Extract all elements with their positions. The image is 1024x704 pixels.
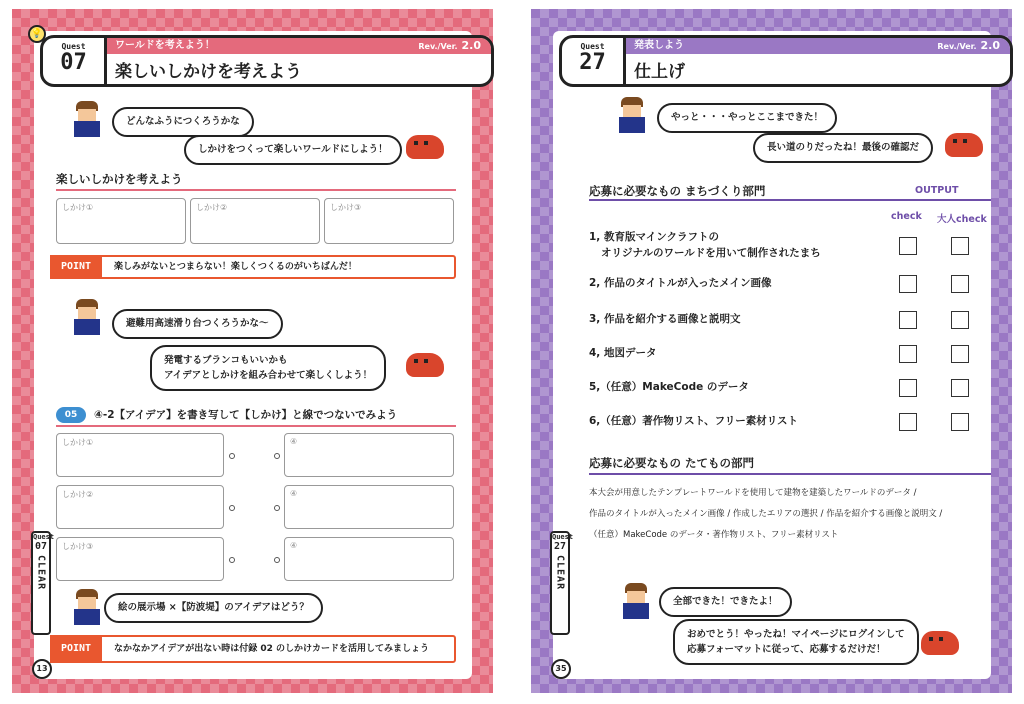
blob-character bbox=[921, 631, 959, 655]
connector-dot[interactable] bbox=[274, 557, 280, 563]
page-number: 35 bbox=[551, 659, 571, 679]
header-band: 発表しよう bbox=[626, 38, 1010, 54]
section-title: 応募に必要なもの まちづくり部門 bbox=[589, 184, 766, 198]
blob-speech-2: 発電するブランコもいいかも アイデアとしかけを組み合わせて楽しくしよう！ bbox=[150, 345, 386, 391]
requirement-item: 2, 作品のタイトルが入ったメイン画像 bbox=[589, 277, 772, 289]
point-callout bbox=[50, 635, 456, 663]
boy-speech-1: やっと・・・やっとここまできた！ bbox=[657, 103, 837, 133]
point-tag: POINT bbox=[50, 255, 102, 279]
point-callout bbox=[50, 255, 456, 279]
header-band: ワールドを考えよう！ bbox=[107, 38, 491, 54]
right-page-header bbox=[559, 35, 1013, 87]
blob-character bbox=[945, 133, 983, 157]
point-text: なかなかアイデアが出ない時は付録 02 のしかけカードを活用してみましょう bbox=[114, 644, 429, 654]
check-column-header: check bbox=[891, 211, 922, 222]
boy-character bbox=[72, 101, 102, 137]
idea-box[interactable]: ④ bbox=[284, 537, 454, 581]
idea-box[interactable]: しかけ③ bbox=[56, 537, 224, 581]
version-label: Rev./Ver. 2.0 bbox=[937, 39, 1000, 52]
version-label: Rev./Ver. 2.0 bbox=[418, 39, 481, 52]
section-title: 楽しいしかけを考えよう bbox=[56, 172, 183, 186]
requirement-item: 4, 地図データ bbox=[589, 347, 657, 359]
idea-box[interactable]: しかけ① bbox=[56, 198, 186, 244]
quest-label: Quest 07 bbox=[43, 38, 107, 84]
check-box[interactable] bbox=[899, 237, 917, 255]
quest-number: 27 bbox=[579, 50, 606, 75]
idea-box[interactable]: しかけ② bbox=[190, 198, 320, 244]
boy-character bbox=[617, 97, 647, 133]
boy-speech-1: どんなふうにつくろうかな bbox=[112, 107, 254, 137]
section-divider bbox=[589, 199, 991, 201]
idea-box[interactable]: しかけ③ bbox=[324, 198, 454, 244]
idea-box[interactable]: ④ bbox=[284, 433, 454, 477]
point-text: 楽しみがないとつまらない！楽しくつくるのがいちばんだ！ bbox=[114, 262, 357, 272]
boy-character bbox=[621, 583, 651, 619]
adult-check-box[interactable] bbox=[951, 413, 969, 431]
boy-speech-3: 絵の展示場 ×【防波堤】のアイデアはどう？ bbox=[104, 593, 323, 623]
blob-speech-1: しかけをつくって楽しいワールドにしよう！ bbox=[184, 135, 402, 165]
left-page-header bbox=[40, 35, 494, 87]
activity-badge: 05 bbox=[56, 407, 86, 423]
adult-check-column-header: 大人check bbox=[937, 214, 987, 225]
requirement-text: 作品のタイトルが入ったメイン画像 / 作成したエリアの選択 / 作品を紹介する画像と説明文 / bbox=[589, 509, 943, 519]
page-title: 楽しいしかけを考えよう bbox=[115, 62, 302, 82]
check-box[interactable] bbox=[899, 275, 917, 293]
idea-box[interactable]: しかけ① bbox=[56, 433, 224, 477]
requirement-text: 本大会が用意したテンプレートワールドを使用して建物を建築したワールドのデータ / bbox=[589, 488, 917, 498]
adult-check-box[interactable] bbox=[951, 379, 969, 397]
check-box[interactable] bbox=[899, 413, 917, 431]
section-divider bbox=[56, 189, 456, 191]
requirement-item: 6,（任意）著作物リスト、フリー素材リスト bbox=[589, 415, 799, 427]
blob-speech-1: 長い道のりだったね！最後の確認だ bbox=[753, 133, 933, 163]
idea-box[interactable]: しかけ② bbox=[56, 485, 224, 529]
quest-label: Quest 27 bbox=[562, 38, 626, 84]
boy-character bbox=[72, 589, 102, 625]
blob-speech-2: おめでとう！やったね！マイページにログインして 応募フォーマットに従って、応募するだけだ！ bbox=[673, 619, 919, 665]
connector-dot[interactable] bbox=[274, 505, 280, 511]
adult-check-box[interactable] bbox=[951, 345, 969, 363]
adult-check-box[interactable] bbox=[951, 275, 969, 293]
adult-check-box[interactable] bbox=[951, 237, 969, 255]
check-box[interactable] bbox=[899, 311, 917, 329]
connector-dot[interactable] bbox=[274, 453, 280, 459]
quest-number: 07 bbox=[60, 50, 87, 75]
quest-clear-sidebar: Quest 27 CLEAR bbox=[550, 531, 570, 635]
connector-dot[interactable] bbox=[229, 505, 235, 511]
quest-clear-sidebar: Quest 07 CLEAR bbox=[31, 531, 51, 635]
page-number: 13 bbox=[32, 659, 52, 679]
requirement-text: （任意）MakeCode のデータ・著作物リスト、フリー素材リスト bbox=[589, 530, 839, 540]
idea-box[interactable]: ④ bbox=[284, 485, 454, 529]
right-page bbox=[531, 9, 1012, 693]
check-box[interactable] bbox=[899, 379, 917, 397]
boy-speech-2: 避難用高速滑り台つくろうかな〜 bbox=[112, 309, 283, 339]
requirement-item: 3, 作品を紹介する画像と説明文 bbox=[589, 313, 741, 325]
left-page-body bbox=[31, 29, 481, 679]
requirement-item: 5,（任意）MakeCode のデータ bbox=[589, 381, 749, 393]
requirement-item: 1, 教育版マインクラフトの オリジナルのワールドを用いて制作されたまち bbox=[589, 231, 821, 259]
boy-speech-2: 全部できた！できたよ！ bbox=[659, 587, 792, 617]
blob-character bbox=[406, 135, 444, 159]
page-title: 仕上げ bbox=[634, 62, 685, 82]
point-tag: POINT bbox=[50, 635, 102, 663]
adult-check-box[interactable] bbox=[951, 311, 969, 329]
connector-dot[interactable] bbox=[229, 557, 235, 563]
connector-dot[interactable] bbox=[229, 453, 235, 459]
lightbulb-icon: 💡 bbox=[28, 25, 46, 43]
blob-character bbox=[406, 353, 444, 377]
activity-title: ④-2【アイデア】を書き写して【しかけ】と線でつないでみよう bbox=[94, 409, 398, 421]
section-title: 応募に必要なもの たてもの部門 bbox=[589, 456, 755, 470]
output-label: OUTPUT bbox=[915, 185, 959, 196]
section-divider bbox=[56, 425, 456, 427]
section-divider bbox=[589, 473, 991, 475]
boy-character bbox=[72, 299, 102, 335]
right-page-body bbox=[552, 31, 1000, 679]
check-box[interactable] bbox=[899, 345, 917, 363]
left-page bbox=[12, 9, 493, 693]
